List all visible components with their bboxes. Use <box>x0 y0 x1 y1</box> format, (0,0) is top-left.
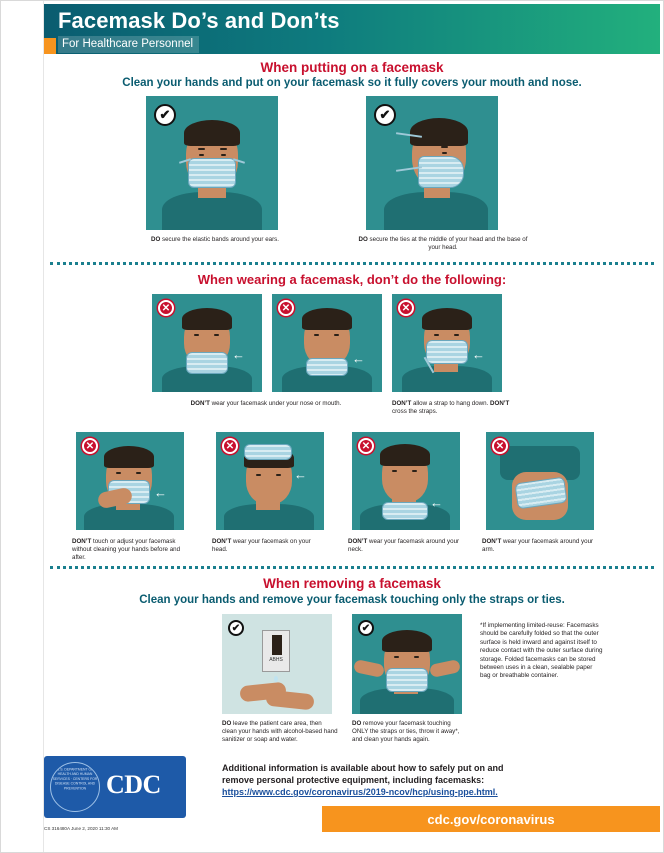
section-title-putting-on: When putting on a facemask <box>260 60 444 75</box>
caption-dont-touch-adjust: DON’T touch or adjust your facemask without cleaning your hands before and after. <box>72 538 181 561</box>
caption-do-ear-loops: DO secure the elastic bands around your ears. <box>151 236 279 243</box>
divider-2 <box>50 566 654 569</box>
limited-reuse-note: *If implementing limited-reuse: Facemasks should be carefully folded so that the outer surface is held inward and against itself to reduce contact with the outer surface during storage. Folded facemasks can be stored between uses in a clean, sealable paper bag or breathable container. <box>480 622 603 680</box>
illustration-do-head-ties <box>366 96 498 230</box>
check-badge-icon: ✔ <box>228 620 244 636</box>
x-badge-icon: ✕ <box>82 438 98 454</box>
left-margin-rule <box>43 0 44 853</box>
caption-do-clean-hands: DO leave the patient care area, then clean your hands with alcohol-based hand sanitizer or soap and water. <box>222 720 338 743</box>
x-badge-icon: ✕ <box>158 300 174 316</box>
caption-do-remove-by-straps: DO remove your facemask touching ONLY the straps or ties, throw it away*, and clean your hands again. <box>352 720 460 743</box>
check-badge-icon: ✔ <box>154 104 176 126</box>
illustration-dont-under-nose: ✕ ← <box>152 294 262 392</box>
additional-info-line1: Additional information is available about how to safely put on and <box>222 763 504 773</box>
check-badge-icon: ✔ <box>358 620 374 636</box>
header-orange-tab <box>44 38 56 54</box>
dispenser-label: ABHS <box>269 657 283 663</box>
additional-info-block <box>222 762 622 798</box>
illustration-dont-touch-adjust: ✕ ← <box>76 432 184 530</box>
cdc-url-bar[interactable]: cdc.gov/coronavirus <box>322 806 660 832</box>
x-badge-icon: ✕ <box>492 438 508 454</box>
caption-dont-on-head: DON’T wear your facemask on your head. <box>212 538 311 553</box>
page-subtitle: For Healthcare Personnel <box>58 36 199 53</box>
section-subtitle-removing: Clean your hands and remove your facemask touching only the straps or ties. <box>139 594 565 606</box>
x-badge-icon: ✕ <box>222 438 238 454</box>
caption-dont-under-nose-mouth: DON’T wear your facemask under your nose or mouth. <box>190 400 342 407</box>
section-title-removing: When removing a facemask <box>263 576 441 591</box>
cdc-wordmark: CDC <box>106 770 161 799</box>
caption-dont-strap-hang: DON’T allow a strap to hang down. DON’T cross the straps. <box>392 400 510 415</box>
left-margin <box>0 0 44 853</box>
page-title: Facemask Do’s and Don’ts <box>58 8 340 33</box>
illustration-dont-around-neck: ✕ ← <box>352 432 460 530</box>
seal-text: U.S. DEPARTMENT OF HEALTH AND HUMAN SERVICES · CENTERS FOR DISEASE CONTROL AND PREVENTION <box>52 767 98 791</box>
illustration-do-clean-hands <box>222 614 332 714</box>
document-id: CS 316480A June 2, 2020 11:30 AM <box>44 826 118 831</box>
section-title-wearing: When wearing a facemask, don’t do the following: <box>197 272 507 287</box>
illustration-do-remove-by-straps <box>352 614 462 714</box>
poster-header <box>44 4 660 54</box>
illustration-dont-on-head: ✕ ← <box>216 432 324 530</box>
caption-do-head-ties: DO secure the ties at the middle of your head and the base of your head. <box>358 236 528 251</box>
caption-dont-around-arm: DON’T wear your facemask around your arm. <box>482 538 594 553</box>
x-badge-icon: ✕ <box>398 300 414 316</box>
illustration-do-ear-loops <box>146 96 278 230</box>
check-badge-icon: ✔ <box>374 104 396 126</box>
x-badge-icon: ✕ <box>278 300 294 316</box>
illustration-dont-strap-hang: ✕ ← <box>392 294 502 392</box>
hhs-seal-icon <box>50 762 100 812</box>
cdc-logo <box>44 756 186 818</box>
section-subtitle-putting-on: Clean your hands and put on your facemask so it fully covers your mouth and nose. <box>122 77 582 89</box>
caption-dont-around-neck: DON’T wear your facemask around your neck. <box>348 538 460 553</box>
divider-1 <box>50 262 654 265</box>
x-badge-icon: ✕ <box>358 438 374 454</box>
illustration-dont-around-arm <box>486 432 594 530</box>
additional-info-line2: remove personal protective equipment, including facemasks: <box>222 775 485 785</box>
ppe-guidance-link[interactable]: https://www.cdc.gov/coronavirus/2019-ncov/hcp/using-ppe.html. <box>222 787 498 797</box>
illustration-dont-under-mouth: ✕ ← <box>272 294 382 392</box>
